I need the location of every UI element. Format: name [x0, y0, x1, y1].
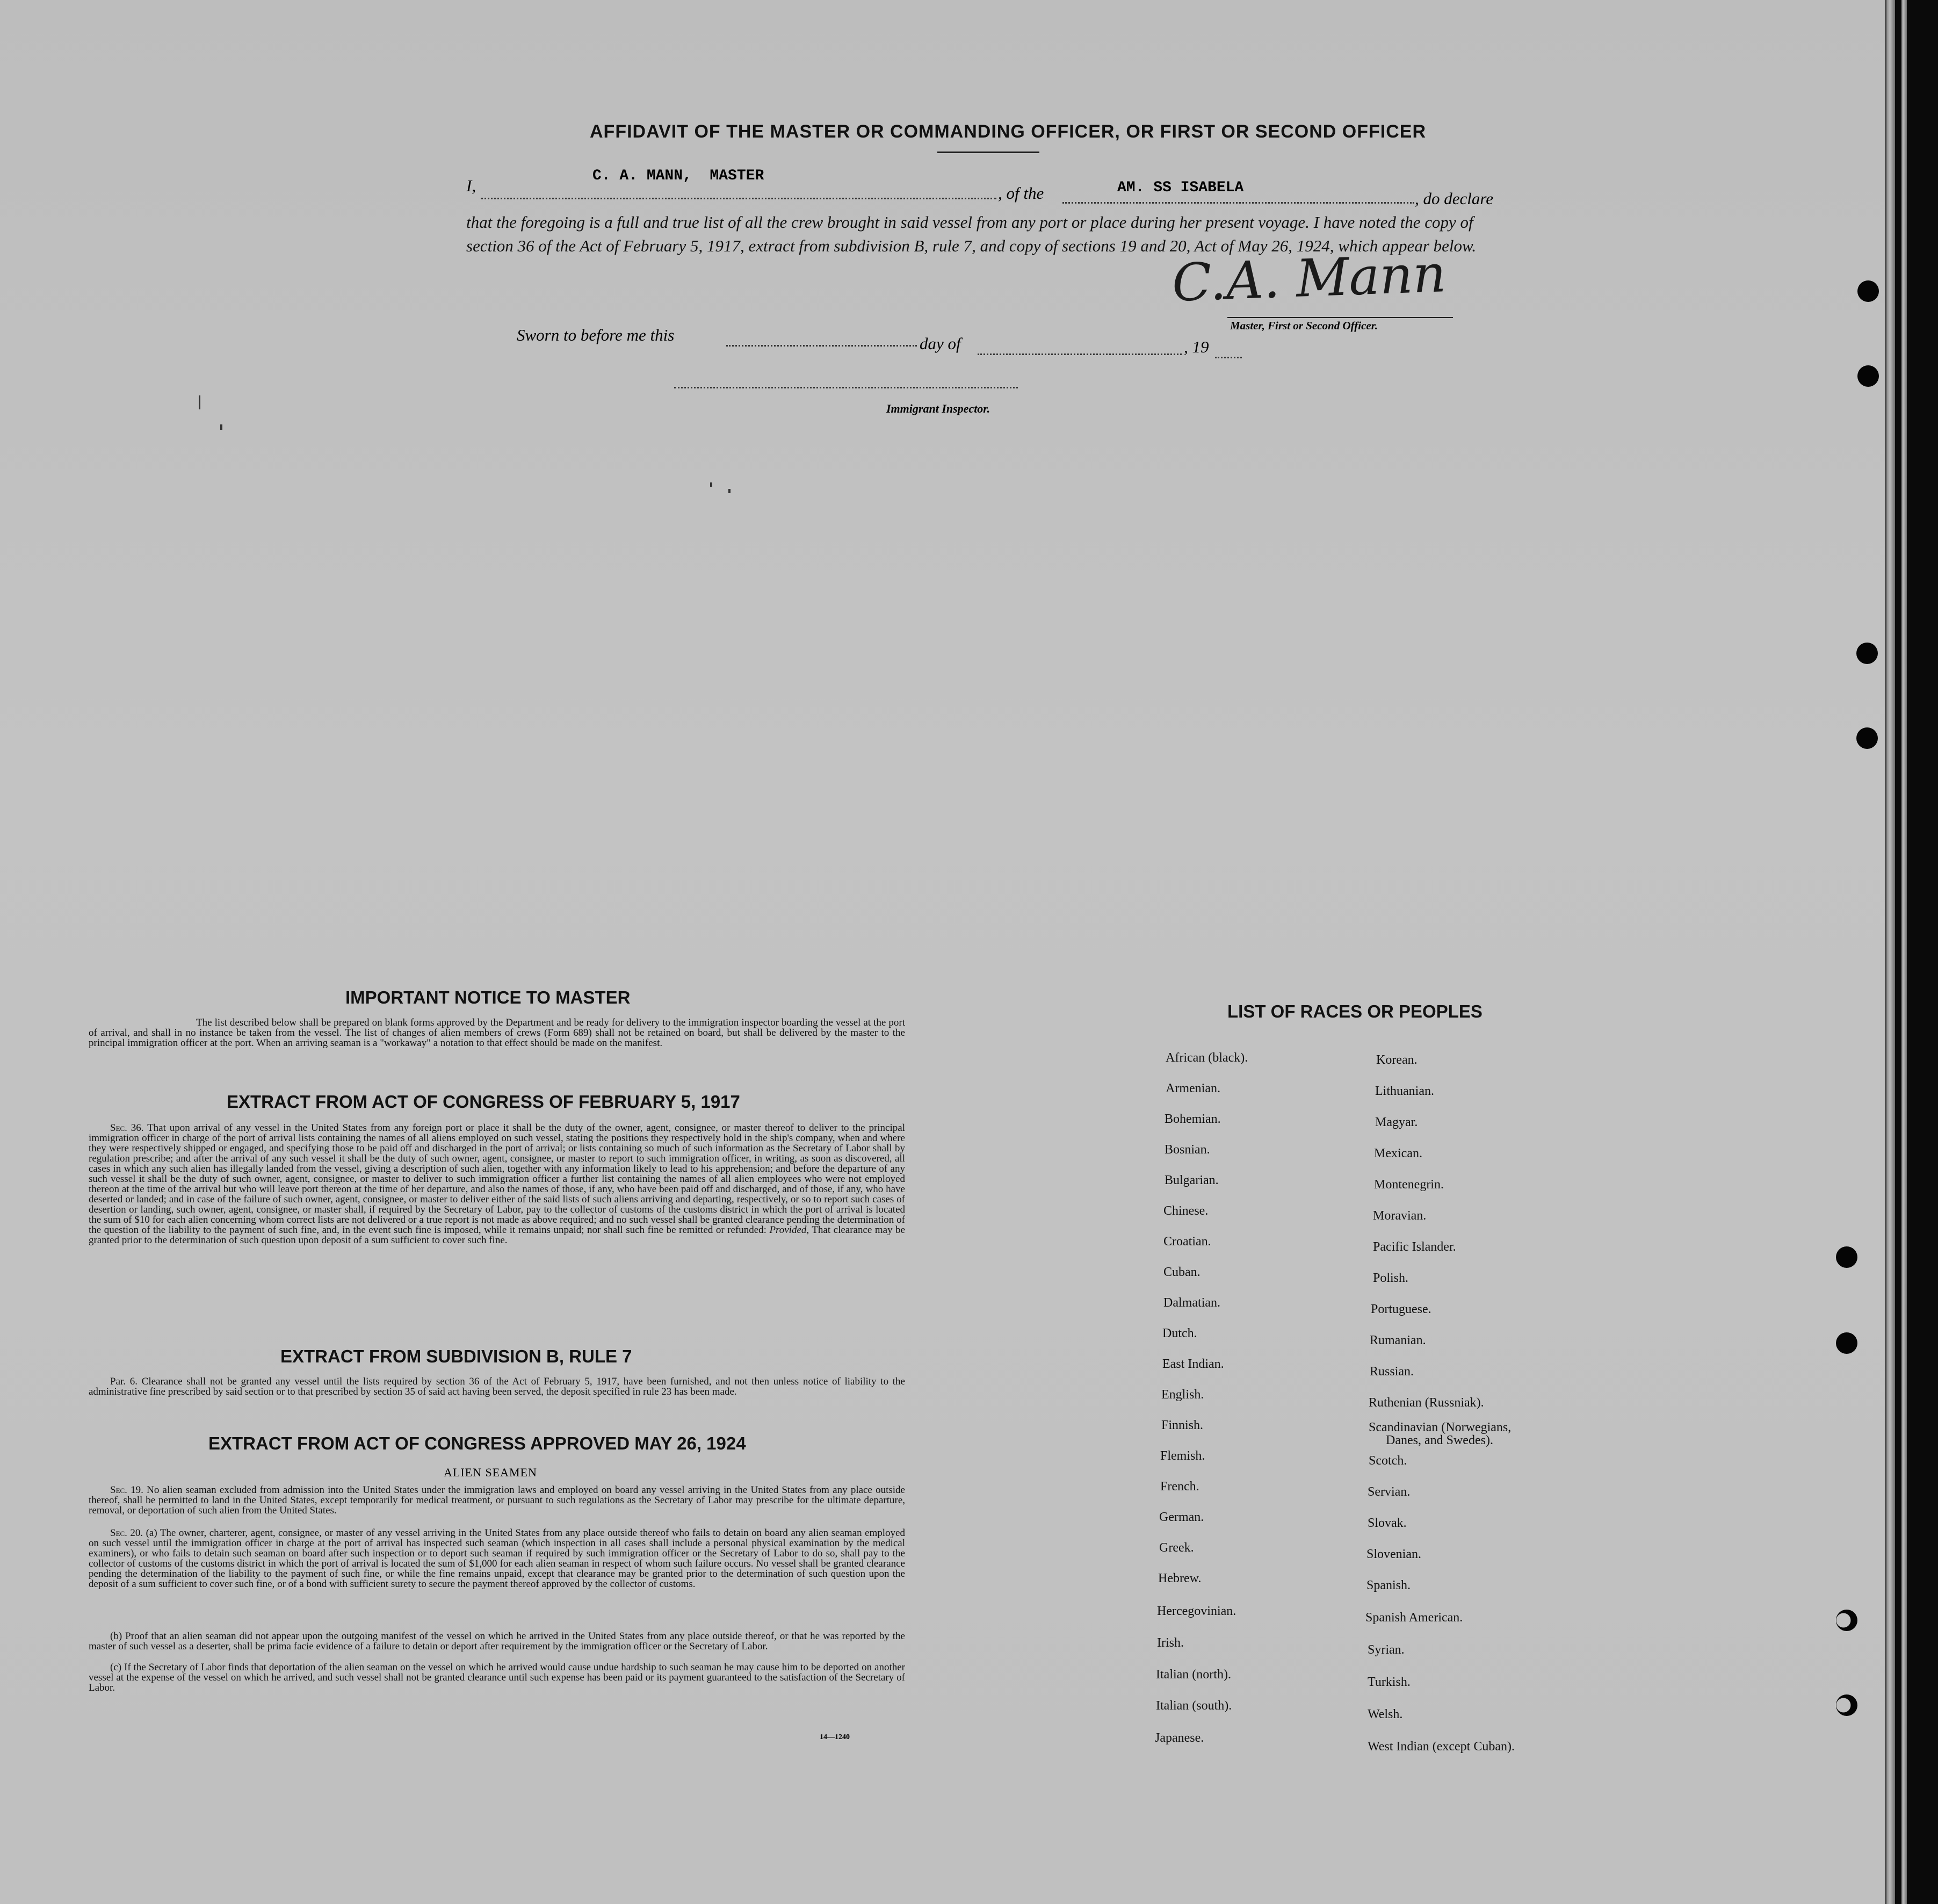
- day-of-label: day of: [920, 334, 961, 353]
- of-the-label: , of the: [998, 184, 1044, 203]
- extract-1917-title: EXTRACT FROM ACT OF CONGRESS OF FEBRUARY 5, 1917: [227, 1092, 740, 1112]
- race-item: Flemish.: [1160, 1449, 1205, 1463]
- adjacent-page-edge: [1901, 0, 1907, 1904]
- race-item: Spanish.: [1366, 1578, 1411, 1592]
- punch-hole: [1857, 280, 1879, 302]
- title-rule: [937, 152, 1039, 153]
- race-item: Rumanian.: [1370, 1333, 1426, 1347]
- race-item: Danes, and Swedes).: [1386, 1433, 1493, 1447]
- inspector-signature-line: [674, 387, 1018, 388]
- race-item: Slovak.: [1368, 1516, 1407, 1530]
- i-label: I,: [466, 176, 476, 195]
- speck: [728, 489, 731, 493]
- race-item: Korean.: [1376, 1053, 1418, 1067]
- signature-caption: Master, First or Second Officer.: [1230, 319, 1378, 332]
- race-item: Syrian.: [1368, 1643, 1405, 1657]
- extract-rule7-text: Par. 6. Clearance shall not be granted any vessel until the lists required by section 36 of the Act of February 5, 1917, have been furnished, and not then unless notice of liability to the administrative fine prescribed by said section or to that prescribed by section 35 of said act having been served, the deposit specified in rule 23 has been made.: [89, 1376, 905, 1397]
- form-number: 14—1240: [820, 1733, 850, 1741]
- extract-1924-sec20b: (b) Proof that an alien seaman did not appear upon the outgoing manifest of the vessel on which he arrived in the United States from any place outside thereof, or that he was reported by the master of such vessel as a deserter, shall be prima facie evidence of a failure to detain or deport after requirement by the immigration officer or the Secretary of Labor.: [89, 1631, 905, 1652]
- race-item: Bohemian.: [1165, 1112, 1221, 1126]
- year-label: , 19: [1184, 337, 1209, 356]
- race-item: Russian.: [1370, 1365, 1414, 1379]
- race-item: Croatian.: [1163, 1235, 1211, 1249]
- race-item: Finnish.: [1161, 1418, 1204, 1432]
- sec20a-body: (a) The owner, charterer, agent, consignee, or master of any vessel arriving in the United States from any place outside thereof who fails to detain on board any alien seaman employed on such vessel until the immigration officer in charge at the port of arrival has inspected such seaman (which inspection in all cases shall include a personal physical examination by the medical examiners), or who fails to detain such seaman on board after such inspection or to deport such seaman if required by such immigration officer or the Secretary of Labor to do so, shall pay to the collector of customs of the customs district in which the port of arrival is located the sum of $1,000 for each alien seaman in respect of whom such failure occurs. No vessel shall be granted clearance pending the determination of the liability to the payment of such fine, or while the fine remains unpaid, except that clearance may be granted prior to the determination of such question upon the deposit of a sum sufficient to cover such fine, or of a bond with sufficient surety to secure the payment thereof approved by the collector of customs.: [89, 1527, 905, 1590]
- race-item: Irish.: [1157, 1636, 1184, 1650]
- officer-name: C. A. MANN, MASTER: [592, 168, 764, 184]
- race-item: Armenian.: [1166, 1081, 1220, 1095]
- signature-line: [1227, 317, 1453, 318]
- race-item: English.: [1161, 1388, 1204, 1402]
- extract-1917-proviso-label: Provided,: [769, 1224, 809, 1236]
- race-item: Italian (north).: [1156, 1668, 1231, 1682]
- race-item: Scotch.: [1369, 1454, 1407, 1468]
- race-item: Scandinavian (Norwegians,: [1369, 1420, 1512, 1434]
- speck: [710, 482, 712, 487]
- extract-1924-sec19: [89, 1485, 905, 1516]
- race-item: Turkish.: [1368, 1675, 1411, 1689]
- race-item: Italian (south).: [1156, 1699, 1232, 1713]
- extract-1924-title: EXTRACT FROM ACT OF CONGRESS APPROVED MAY 26, 1924: [208, 1433, 746, 1453]
- vessel-name: AM. SS ISABELA: [1117, 179, 1244, 196]
- race-item: Cuban.: [1163, 1265, 1201, 1279]
- race-item: Portuguese.: [1371, 1302, 1431, 1316]
- extract-1917-proviso-text: That clearance may be granted prior to the determination of such question upon deposit of a sum sufficient to cover such fine.: [89, 1224, 905, 1246]
- sworn-label: Sworn to before me this: [517, 326, 675, 344]
- sec20-lead: Sec. 20.: [110, 1527, 143, 1539]
- race-item: Chinese.: [1163, 1204, 1209, 1218]
- extract-1924-subtitle: ALIEN SEAMEN: [444, 1466, 537, 1479]
- race-item: Ruthenian (Russniak).: [1369, 1396, 1484, 1410]
- race-item: Greek.: [1159, 1541, 1194, 1555]
- race-item: Slovenian.: [1366, 1547, 1421, 1561]
- race-item: Polish.: [1373, 1271, 1409, 1285]
- extract-1917-text: [89, 1123, 905, 1245]
- race-item: French.: [1160, 1480, 1199, 1494]
- extract-1917-body: That upon arrival of any vessel in the United States from any foreign port or place it shall be the duty of the owner, agent, consignee, or master thereof to deliver to the principal immigration officer in charge of the port of arrival lists containing the names of all aliens employed on such vessel, stating the positions they respectively hold in the ship's company, when and where they were respectively shipped or engaged, and specifying those to be paid off and discharged in the port of arrival; or lists containing so much of such information as the Secretary of Labor shall by regulation prescribe; and after the arrival of any such vessel it shall be the duty of such owner, agent, consignee, or master to report to such immigration officer, in writing, as soon as discovered, all cases in which any such alien has illegally landed from the vessel, giving a description of such alien, together with any information likely to lead to his apprehension; and before the departure of any such vessel it shall be the duty of such owner, agent, consignee, or master to deliver to such immigration officer a further list containing the names of all alien employees who were not employed thereon at the time of the arrival but who will leave port thereon at the time of her departure, and also the names of those, if any, who have been paid off and discharged, and of those, if any, who have deserted or landed; and in case of the failure of such owner, agent, consignee, or master to deliver either of the said lists of such aliens arriving and departing, respectively, or so to report such cases of desertion or landing, such owner, agent, consignee, or master shall, if required by the Secretary of Labor, pay to the collector of customs of the customs district in which the port of arrival is located the sum of $10 for each alien concerning whom correct lists are not delivered or a true report is not made as above required; and no such vessel shall be granted clearance pending the determination of the question of the liability to the payment of such fine, and, in the event such fine is imposed, while it remains unpaid; nor shall such fine be remitted or refunded:: [89, 1122, 905, 1236]
- speck: [220, 424, 222, 430]
- punch-hole: [1856, 643, 1878, 664]
- race-item: Bulgarian.: [1165, 1173, 1219, 1187]
- race-item: African (black).: [1166, 1051, 1248, 1065]
- race-item: Mexican.: [1374, 1146, 1422, 1160]
- race-item: German.: [1159, 1510, 1204, 1524]
- race-item: Hercegovinian.: [1157, 1604, 1236, 1618]
- bleed-through-text: [714, 427, 722, 442]
- race-item: Dalmatian.: [1163, 1296, 1220, 1310]
- sworn-day-line: [726, 345, 917, 347]
- affidavit-body: that the foregoing is a full and true list of all the crew brought in said vessel from any port or place during her present voyage. I have noted the copy of section 36 of the Act of February 5, 1917, extract from subdivision B, rule 7, and copy of sections 19 and 20, Act of May 26, 1924, which appear below.: [466, 213, 1477, 255]
- race-item: Welsh.: [1368, 1707, 1403, 1721]
- sec19-lead: Sec. 19.: [110, 1484, 143, 1496]
- race-item: Spanish American.: [1365, 1611, 1463, 1625]
- race-item: Hebrew.: [1158, 1571, 1202, 1585]
- officer-name-line: [481, 198, 996, 199]
- race-item: Montenegrin.: [1374, 1178, 1444, 1192]
- punch-hole: [1856, 727, 1878, 749]
- race-item: Moravian.: [1373, 1209, 1427, 1223]
- punch-hole: [1836, 1246, 1857, 1268]
- extract-rule7-title: EXTRACT FROM SUBDIVISION B, RULE 7: [280, 1346, 632, 1366]
- notice-title: IMPORTANT NOTICE TO MASTER: [345, 987, 631, 1007]
- races-title: LIST OF RACES OR PEOPLES: [1227, 1001, 1483, 1021]
- race-item: West Indian (except Cuban).: [1368, 1740, 1515, 1754]
- race-item: Magyar.: [1375, 1115, 1418, 1129]
- notice-text: The list described below shall be prepared on blank forms approved by the Department and be ready for delivery to the immigration inspector boarding the vessel at the port of arrival, and shall in no instance be taken from the vessel. The list of changes of alien members of crews (Form 689) shall not be retained on board, but shall be delivered by the master to the principal immigration officer at the port. When an arriving seaman is a "workaway" a notation to that effect should be made on the manifest.: [89, 1017, 905, 1049]
- race-item: Bosnian.: [1165, 1143, 1210, 1157]
- sworn-year-line: [1215, 357, 1242, 358]
- inspector-caption: Immigrant Inspector.: [886, 402, 990, 415]
- race-item: Servian.: [1368, 1485, 1411, 1499]
- race-item: Pacific Islander.: [1373, 1240, 1456, 1254]
- extract-1917-lead: Sec. 36.: [110, 1122, 144, 1134]
- do-declare-label: , do declare: [1415, 189, 1494, 208]
- punch-hole: [1857, 365, 1879, 387]
- extract-1924-sec20c: (c) If the Secretary of Labor finds that deportation of the alien seaman on the vessel on which he arrived would cause undue hardship to such seaman he may cause him to be deported on another vessel at the expense of the vessel on which he arrived, and such vessel shall not be granted clearance until such expense has been paid or its payment guaranteed to the satisfaction of the Secretary of Labor.: [89, 1662, 905, 1693]
- punch-hole: [1836, 1694, 1857, 1716]
- punch-hole: [1836, 1332, 1857, 1354]
- sworn-month-line: [978, 354, 1182, 355]
- vessel-name-line: [1062, 202, 1414, 204]
- adjacent-page-edge: [1886, 0, 1895, 1904]
- extract-1924-sec20a: [89, 1528, 905, 1589]
- affidavit-title: AFFIDAVIT OF THE MASTER OR COMMANDING OFFICER, OR FIRST OR SECOND OFFICER: [590, 121, 1426, 142]
- race-item: East Indian.: [1162, 1357, 1224, 1371]
- punch-hole: [1836, 1610, 1857, 1631]
- speck: [199, 395, 200, 409]
- race-item: Lithuanian.: [1375, 1084, 1434, 1098]
- signature: C.A. Mann: [1171, 243, 1447, 313]
- sec19-body: No alien seaman excluded from admission into the United States under the immigration laws and employed on board any vessel arriving in the United States from any place outside thereof, shall be permitted to land in the United States, except temporarily for medical treatment, or pursuant to such regulations as the Secretary of Labor may prescribe for the ultimate departure, removal, or deportation of such alien from the United States.: [89, 1484, 905, 1516]
- race-item: Japanese.: [1155, 1731, 1204, 1745]
- race-item: Dutch.: [1162, 1326, 1197, 1340]
